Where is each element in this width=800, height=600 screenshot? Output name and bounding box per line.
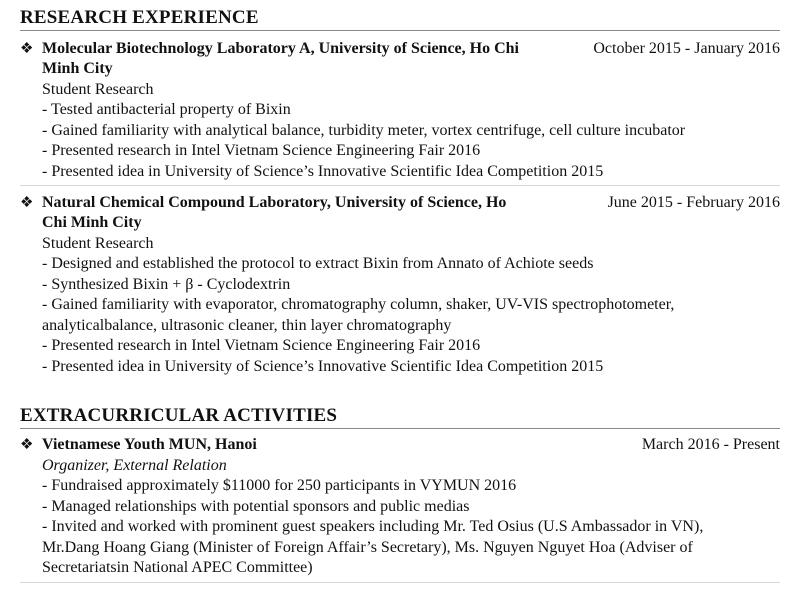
extracurricular-section bbox=[20, 405, 780, 583]
organization-name: Natural Chemical Compound Laboratory, University of Science, Ho Chi Minh City bbox=[42, 194, 507, 231]
entry-divider bbox=[20, 185, 780, 186]
list-item: - Invited and worked with prominent guest speakers including Mr. Ted Osius (U.S Ambassador in VN), bbox=[42, 518, 704, 535]
list-item: - Synthesized Bixin + β - Cyclodextrin bbox=[42, 275, 291, 293]
role-title: Student Research bbox=[42, 81, 154, 98]
entry-header bbox=[20, 435, 780, 455]
entry-divider bbox=[20, 582, 780, 583]
section-title-research: RESEARCH EXPERIENCE bbox=[20, 7, 780, 31]
diamond-bullet-icon: ❖ bbox=[20, 41, 34, 57]
list-item: analyticalbalance, ultrasonic cleaner, thin layer chromatography bbox=[42, 316, 452, 334]
list-item: - Presented research in Intel Vietnam Science Engineering Fair 2016 bbox=[42, 142, 481, 159]
list-item: - Gained familiarity with evaporator, chromatography column, shaker, UV-VIS spectrophotometer, bbox=[42, 296, 675, 313]
entry-header bbox=[20, 39, 780, 79]
date-range: March 2016 - Present bbox=[641, 436, 780, 453]
research-entry-1 bbox=[20, 39, 780, 186]
role-title: Student Research bbox=[42, 235, 154, 252]
role-title: Organizer, External Relation bbox=[42, 457, 227, 474]
list-item: - Presented idea in University of Science’s Innovative Scientific Idea Competition 2015 bbox=[42, 357, 604, 375]
date-range: October 2015 - January 2016 bbox=[593, 40, 780, 57]
research-experience-section bbox=[20, 7, 780, 377]
extracurricular-entry-1 bbox=[20, 435, 780, 583]
list-item: Secretariatsin National APEC Committee) bbox=[42, 559, 313, 576]
list-item: - Presented research in Intel Vietnam Science Engineering Fair 2016 bbox=[42, 337, 481, 354]
research-entry-2 bbox=[20, 193, 780, 377]
list-item: Mr.Dang Hoang Giang (Minister of Foreign Affair’s Secretary), Ms. Nguyen Nguyet Hoa (Adviser of bbox=[42, 538, 693, 556]
organization-name: Molecular Biotechnology Laboratory A, University of Science, Ho Chi Minh City bbox=[42, 40, 519, 77]
list-item: - Tested antibacterial property of Bixin bbox=[42, 101, 291, 118]
list-item: - Managed relationships with potential sponsors and public medias bbox=[42, 497, 470, 515]
date-range: June 2015 - February 2016 bbox=[607, 194, 780, 211]
list-item: - Gained familiarity with analytical balance, turbidity meter, vortex centrifuge, cell culture incubator bbox=[42, 121, 686, 139]
list-item: - Presented idea in University of Science’s Innovative Scientific Idea Competition 2015 bbox=[42, 162, 604, 180]
bullet-list bbox=[20, 100, 780, 182]
diamond-bullet-icon: ❖ bbox=[20, 437, 34, 453]
organization-name: Vietnamese Youth MUN, Hanoi bbox=[42, 436, 257, 453]
bullet-list bbox=[20, 476, 780, 579]
entry-header bbox=[20, 193, 780, 233]
list-item: - Designed and established the protocol to extract Bixin from Annato of Achiote seeds bbox=[42, 255, 594, 272]
section-title-extracurricular: EXTRACURRICULAR ACTIVITIES bbox=[20, 405, 780, 429]
list-item: - Fundraised approximately $11000 for 250 participants in VYMUN 2016 bbox=[42, 477, 517, 494]
bullet-list bbox=[20, 254, 780, 377]
diamond-bullet-icon: ❖ bbox=[20, 195, 34, 211]
